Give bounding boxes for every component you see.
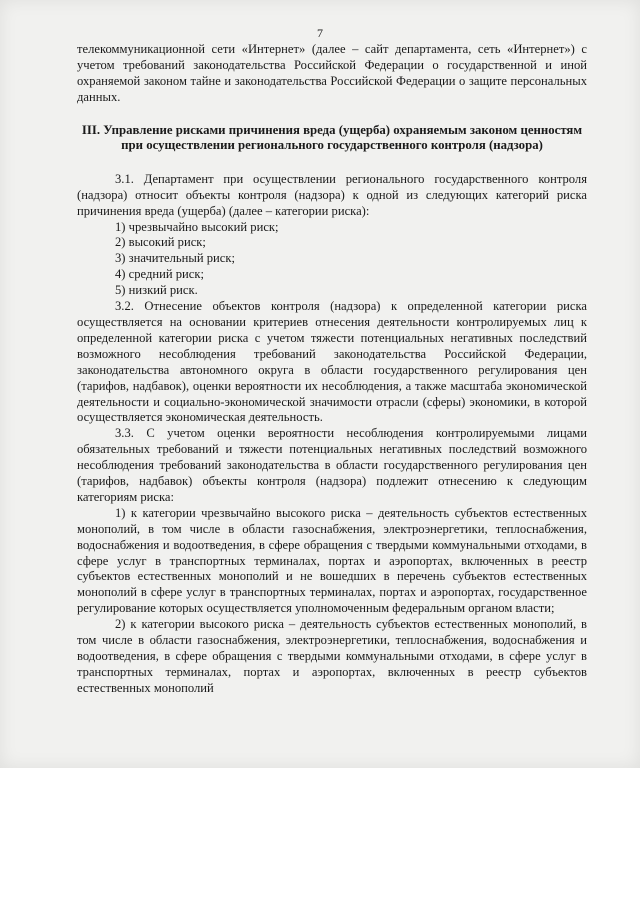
page-number: 7 [317,26,323,40]
intro-paragraph: телекоммуникационной сети «Интернет» (далее – сайт департамента, сеть «Интернет») с учетом требований законодательства Российской Федерации о государственной и иной охраняемой законом тайне и законодательства Российской Федерации о защите персональных данных. [77,42,587,104]
paragraph-3-2: 3.2. Отнесение объектов контроля (надзора) к определенной категории риска осуществляется на основании критериев отнесения деятельности контролируемых лиц к определенной категории риска с учетом тяжести потенциальных негативных последствий возможного несоблюдения требований законодательства Российской Федерации, законодательства автономного округа в области государственного регулирования цен (тарифов, надбавок), оценки вероятности их несоблюдения, а также масштаба экономической деятельности и социально-экономической значимости отрасли (сферы) экономики, в которой осуществляется экономическая деятельность. [77,299,587,425]
paragraph-3-3: 3.3. С учетом оценки вероятности несоблюдения контролируемыми лицами обязательных требований и тяжести потенциальных негативных последствий возможного несоблюдения требований законодательства в области государственного регулирования цен (тарифов, надбавок) объекты контроля (надзора) подлежит отнесению к следующим категориям риска: [77,426,587,504]
risk-list-item: 5) низкий риск. [115,283,198,298]
document-body [77,42,587,697]
risk-list-item: 4) средний риск; [115,267,204,282]
risk-list-item: 3) значительный риск; [115,251,235,266]
risk-list-item: 1) чрезвычайно высокий риск; [115,219,279,234]
paragraph-3-3-1: 1) к категории чрезвычайно высокого риска – деятельность субъектов естественных монополий, в том числе в области газоснабжения, электроэнергетики, теплоснабжения, водоснабжения и водоотведения, в сфере обращения с твердыми коммунальными отходами, в сфере услуг в транспортных терминалах, портах и аэропортах, включенных в реестр субъектов естественных монополий и не вошедших в перечень субъектов естественных монополий в сфере услуг в транспортных терминалах, портах и аэропортах, государственное регулирование которых осуществляется уполномоченным федеральным органом власти; [77,505,587,616]
paragraph-3-1: 3.1. Департамент при осуществлении регионального государственного контроля (надзора) относит объекты контроля (надзора) к одной из следующих категорий риска причинения вреда (ущерба) (далее – категории риска): [77,171,587,218]
section-title: III. Управление рисками причинения вреда (ущерба) охраняемым законом ценностям при осуществлении регионального государственного контроля (надзора) [81,122,583,153]
risk-list-item: 2) высокий риск; [115,235,206,250]
paragraph-3-3-2: 2) к категории высокого риска – деятельность субъектов естественных монополий, в том числе в области газоснабжения, электроэнергетики, теплоснабжения, водоснабжения и водоотведения, в сфере обращения с твердыми коммунальными отходами, в сфере услуг в транспортных терминалах, портах и аэропортах, включенных в реестр субъектов естественных монополий [77,617,587,695]
